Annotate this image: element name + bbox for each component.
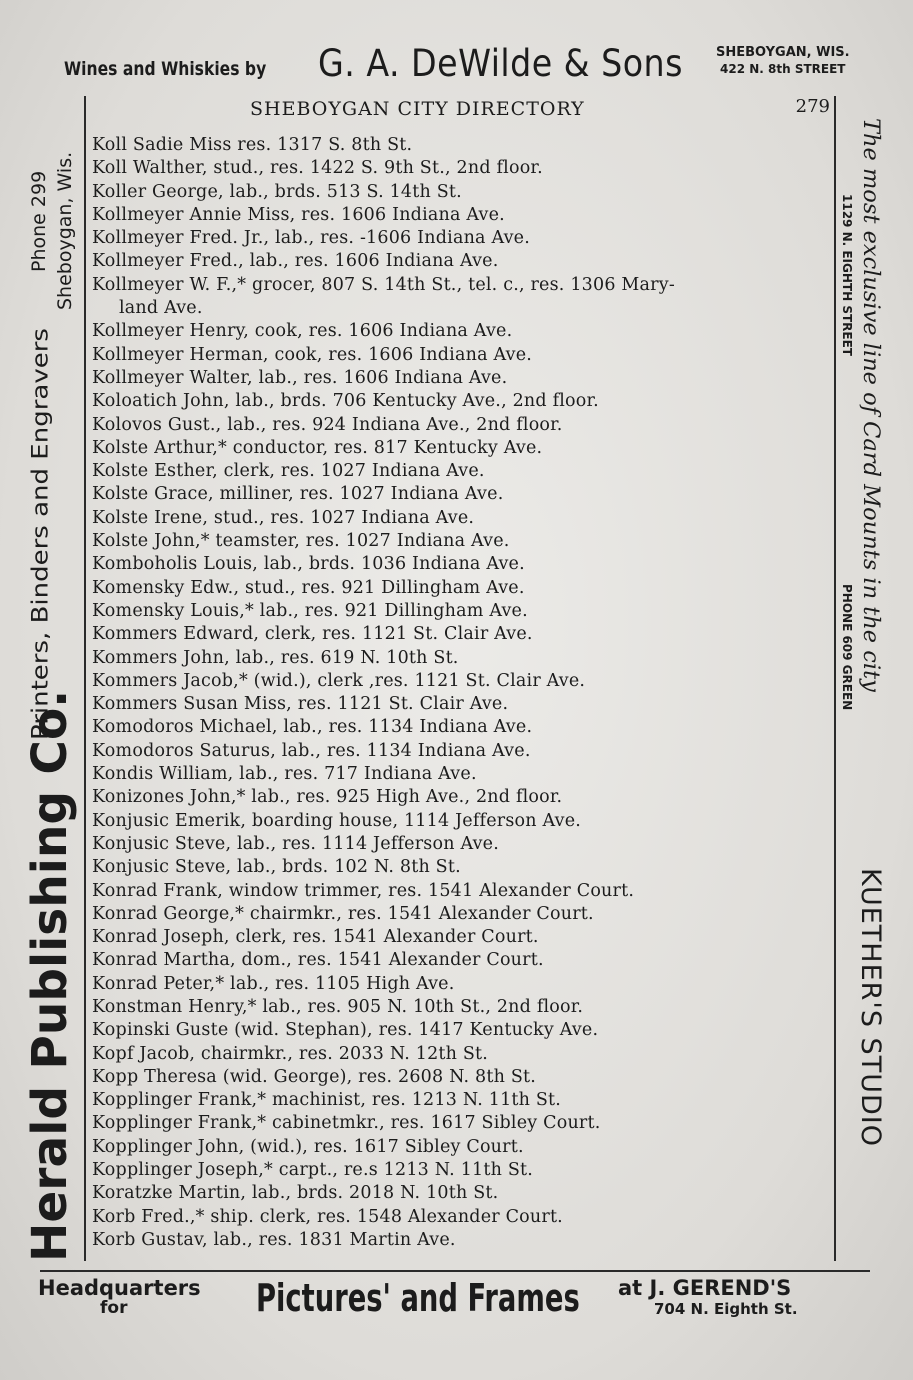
left-margin-phone: Phone 299 (28, 170, 50, 272)
bottom-ad-for: for (100, 1298, 128, 1318)
page-header (88, 92, 834, 122)
bottom-ad-business: at J. GEREND'S (618, 1276, 792, 1300)
directory-entry: Kommers Edward, clerk, res. 1121 St. Clair Ave. (92, 624, 533, 645)
directory-entry: Kollmeyer Annie Miss, res. 1606 Indiana Ave. (92, 204, 505, 225)
top-ad-wines-text: Wines and Whiskies by (64, 58, 267, 80)
top-ad-city: SHEBOYGAN, WIS. (716, 45, 850, 60)
directory-entry: Kolste Grace, milliner, res. 1027 Indiana Ave. (92, 484, 504, 505)
bottom-rule (40, 1270, 870, 1272)
bottom-advertisement (38, 1276, 878, 1336)
directory-entry: Konrad George,* chairmkr., res. 1541 Alexander Court. (92, 903, 594, 924)
directory-entry: Konjusic Emerik, boarding house, 1114 Jefferson Ave. (92, 810, 582, 831)
directory-entry: Kopplinger Frank,* cabinetmkr., res. 1617 Sibley Court. (92, 1113, 601, 1134)
directory-entry: Komensky Louis,* lab., res. 921 Dillingham Ave. (92, 600, 528, 621)
top-advertisement (62, 42, 872, 90)
directory-entry: Koloatich John, lab., brds. 706 Kentucky Ave., 2nd floor. (92, 391, 599, 412)
directory-entry: Kolovos Gust., lab., res. 924 Indiana Ave., 2nd floor. (92, 414, 563, 435)
directory-entry: Korb Gustav, lab., res. 1831 Martin Ave. (92, 1229, 456, 1250)
directory-entry: Kolste Arthur,* conductor, res. 817 Kentucky Ave. (92, 437, 543, 458)
page-number: 279 (795, 96, 830, 117)
directory-entry: Kollmeyer Fred., lab., res. 1606 Indiana Ave. (92, 251, 499, 272)
directory-entry: Kopp Theresa (wid. George), res. 2608 N. 8th St. (92, 1066, 537, 1087)
right-margin-address: 1129 N. EIGHTH STREET (840, 194, 854, 356)
directory-entry: Kondis William, lab., res. 717 Indiana Ave. (92, 764, 477, 785)
directory-entry: Kopplinger Frank,* machinist, res. 1213 N. 11th St. (92, 1090, 562, 1111)
directory-entry-continuation: land Ave. (119, 298, 203, 319)
right-margin-slogan: The most exclusive line of Card Mounts in the city (858, 118, 884, 692)
directory-entry: Kollmeyer Fred. Jr., lab., res. -1606 Indiana Ave. (92, 228, 530, 249)
top-ad-street: 422 N. 8th STREET (720, 62, 846, 76)
left-margin-city: Sheboygan, Wis. (54, 151, 76, 310)
directory-entry: Kollmeyer Walter, lab., res. 1606 Indiana Ave. (92, 367, 508, 388)
left-column-rule (84, 96, 86, 1261)
right-column-rule (834, 96, 836, 1261)
right-margin-studio: KUETHER'S STUDIO (855, 868, 886, 1147)
page-title: SHEBOYGAN CITY DIRECTORY (250, 98, 585, 120)
directory-entries (92, 134, 832, 1252)
directory-entry: Konrad Peter,* lab., res. 1105 High Ave. (92, 973, 455, 994)
directory-entry: Konjusic Steve, lab., brds. 102 N. 8th St. (92, 857, 461, 878)
directory-entry: Kopf Jacob, chairmkr., res. 2033 N. 12th St. (92, 1043, 489, 1064)
directory-entry: Koll Sadie Miss res. 1317 S. 8th St. (92, 135, 413, 155)
directory-entry-wrapped (92, 274, 832, 321)
left-margin-company: Herald Publishing Co. (22, 689, 78, 1262)
directory-entry: Komensky Edw., stud., res. 921 Dillingham Ave. (92, 577, 525, 598)
directory-entry: Kommers John, lab., res. 619 N. 10th St. (92, 647, 459, 668)
directory-entry: Kopplinger Joseph,* carpt., re.s 1213 N. 11th St. (92, 1160, 534, 1181)
bottom-ad-headquarters: Headquarters (38, 1276, 201, 1300)
right-margin-phone: PHONE 609 GREEN (840, 584, 854, 711)
bottom-ad-main: Pictures' and Frames (256, 1276, 580, 1320)
directory-entry: Koller George, lab., brds. 513 S. 14th St. (92, 181, 462, 202)
directory-entry: Korb Fred.,* ship. clerk, res. 1548 Alexander Court. (92, 1206, 563, 1227)
directory-entry: Konrad Joseph, clerk, res. 1541 Alexander Court. (92, 927, 539, 948)
directory-entry: Konstman Henry,* lab., res. 905 N. 10th St., 2nd floor. (92, 996, 584, 1017)
directory-entry: Komboholis Louis, lab., brds. 1036 Indiana Ave. (92, 554, 525, 575)
directory-entry: Kommers Jacob,* (wid.), clerk ,res. 1121 St. Clair Ave. (92, 670, 586, 691)
directory-entry: Koratzke Martin, lab., brds. 2018 N. 10th St. (92, 1183, 499, 1204)
directory-entry: Konrad Frank, window trimmer, res. 1541 Alexander Court. (92, 880, 635, 901)
bottom-ad-address: 704 N. Eighth St. (654, 1300, 798, 1318)
directory-entry: Komodoros Saturus, lab., res. 1134 Indiana Ave. (92, 740, 531, 761)
directory-entry: Konizones John,* lab., res. 925 High Ave., 2nd floor. (92, 787, 563, 808)
directory-entry: Konrad Martha, dom., res. 1541 Alexander Court. (92, 950, 544, 971)
directory-entry: Koll Walther, stud., res. 1422 S. 9th St., 2nd floor. (92, 158, 543, 179)
directory-entry: Kollmeyer Herman, cook, res. 1606 Indiana Ave. (92, 344, 533, 365)
directory-entry: Kolste Irene, stud., res. 1027 Indiana Ave. (92, 507, 475, 528)
directory-entry: Kopinski Guste (wid. Stephan), res. 1417 Kentucky Ave. (92, 1020, 599, 1041)
directory-entry: Kolste Esther, clerk, res. 1027 Indiana Ave. (92, 461, 485, 482)
top-ad-firm-name: G. A. DeWilde & Sons (318, 42, 683, 85)
directory-entry: Kollmeyer Henry, cook, res. 1606 Indiana Ave. (92, 321, 513, 342)
directory-entry: Kopplinger John, (wid.), res. 1617 Sibley Court. (92, 1136, 524, 1157)
directory-entry-line: Kollmeyer W. F.,* grocer, 807 S. 14th St., tel. c., res. 1306 Mary- (92, 274, 675, 295)
directory-entry: Kolste John,* teamster, res. 1027 Indiana Ave. (92, 531, 510, 552)
directory-entry: Komodoros Michael, lab., res. 1134 Indiana Ave. (92, 717, 533, 738)
directory-entry: Kommers Susan Miss, res. 1121 St. Clair Ave. (92, 694, 509, 715)
left-margin-trades: Printers, Binders and Engravers (28, 328, 54, 740)
directory-entry: Konjusic Steve, lab., res. 1114 Jefferson Ave. (92, 833, 499, 854)
